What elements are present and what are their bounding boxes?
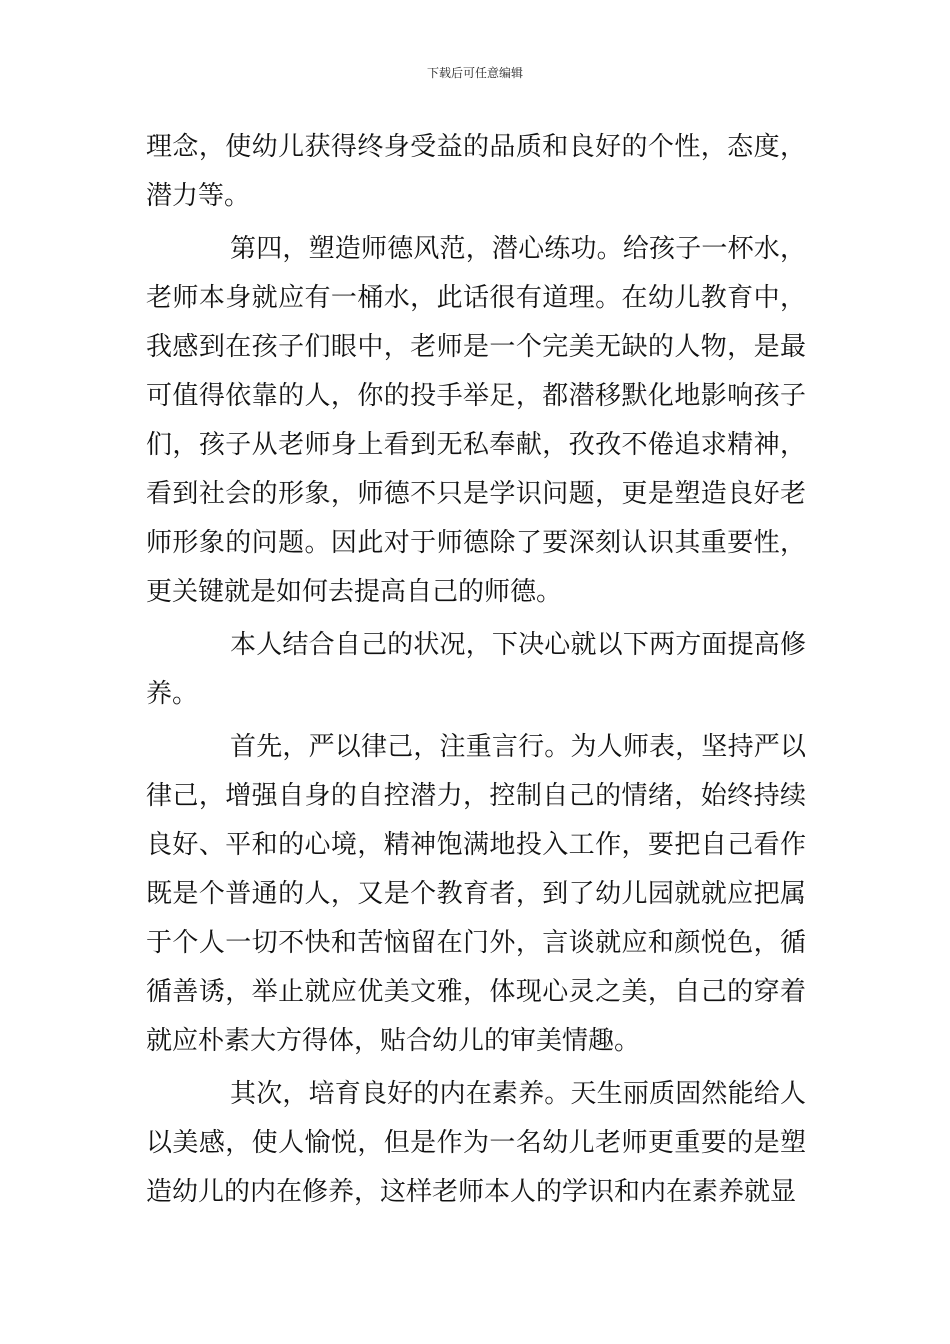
paragraph-2: 第四，塑造师德风范，潜心练功。给孩子一杯水，老师本身就应有一桶水，此话很有道理。在幼儿教育中，我感到在孩子们眼中，老师是一个完美无缺的人物，是最可值得依靠的人，你的投手举足，都潜移默化地影响孩子们，孩子从老师身上看到无私奉献，孜孜不倦追求精神，看到社会的形象，师德不只是学识问题，更是塑造良好老师形象的问题。因此对于师德除了要深刻认识其重要性，更关键就是如何去提高自己的师德。: [146, 234, 806, 607]
paragraph-4: 首先，严以律己，注重言行。为人师表，坚持严以律己，增强自身的自控潜力，控制自己的情绪，始终持续良好、平和的心境，精神饱满地投入工作，要把自己看作既是个普通的人，又是个教育者，到了幼儿园就就应把属于个人一切不快和苦恼留在门外，言谈就应和颜悦色，循循善诱，举止就应优美文雅，体现心灵之美，自己的穿着就应朴素大方得体，贴合幼儿的审美情趣。: [146, 732, 806, 1056]
paragraph-3: 本人结合自己的状况，下决心就以下两方面提高修养。: [146, 630, 806, 709]
paragraph-5: 其次，培育良好的内在素养。天生丽质固然能给人以美感，使人愉悦，但是作为一名幼儿老师更重要的是塑造幼儿的内在修养，这样老师本人的学识和内在素养就显: [146, 1079, 806, 1207]
document-body: [146, 123, 806, 1217]
paragraph-1: 理念，使幼儿获得终身受益的品质和良好的个性，态度，潜力等。: [146, 132, 806, 211]
page-header: 下载后可任意编辑: [426, 66, 523, 80]
